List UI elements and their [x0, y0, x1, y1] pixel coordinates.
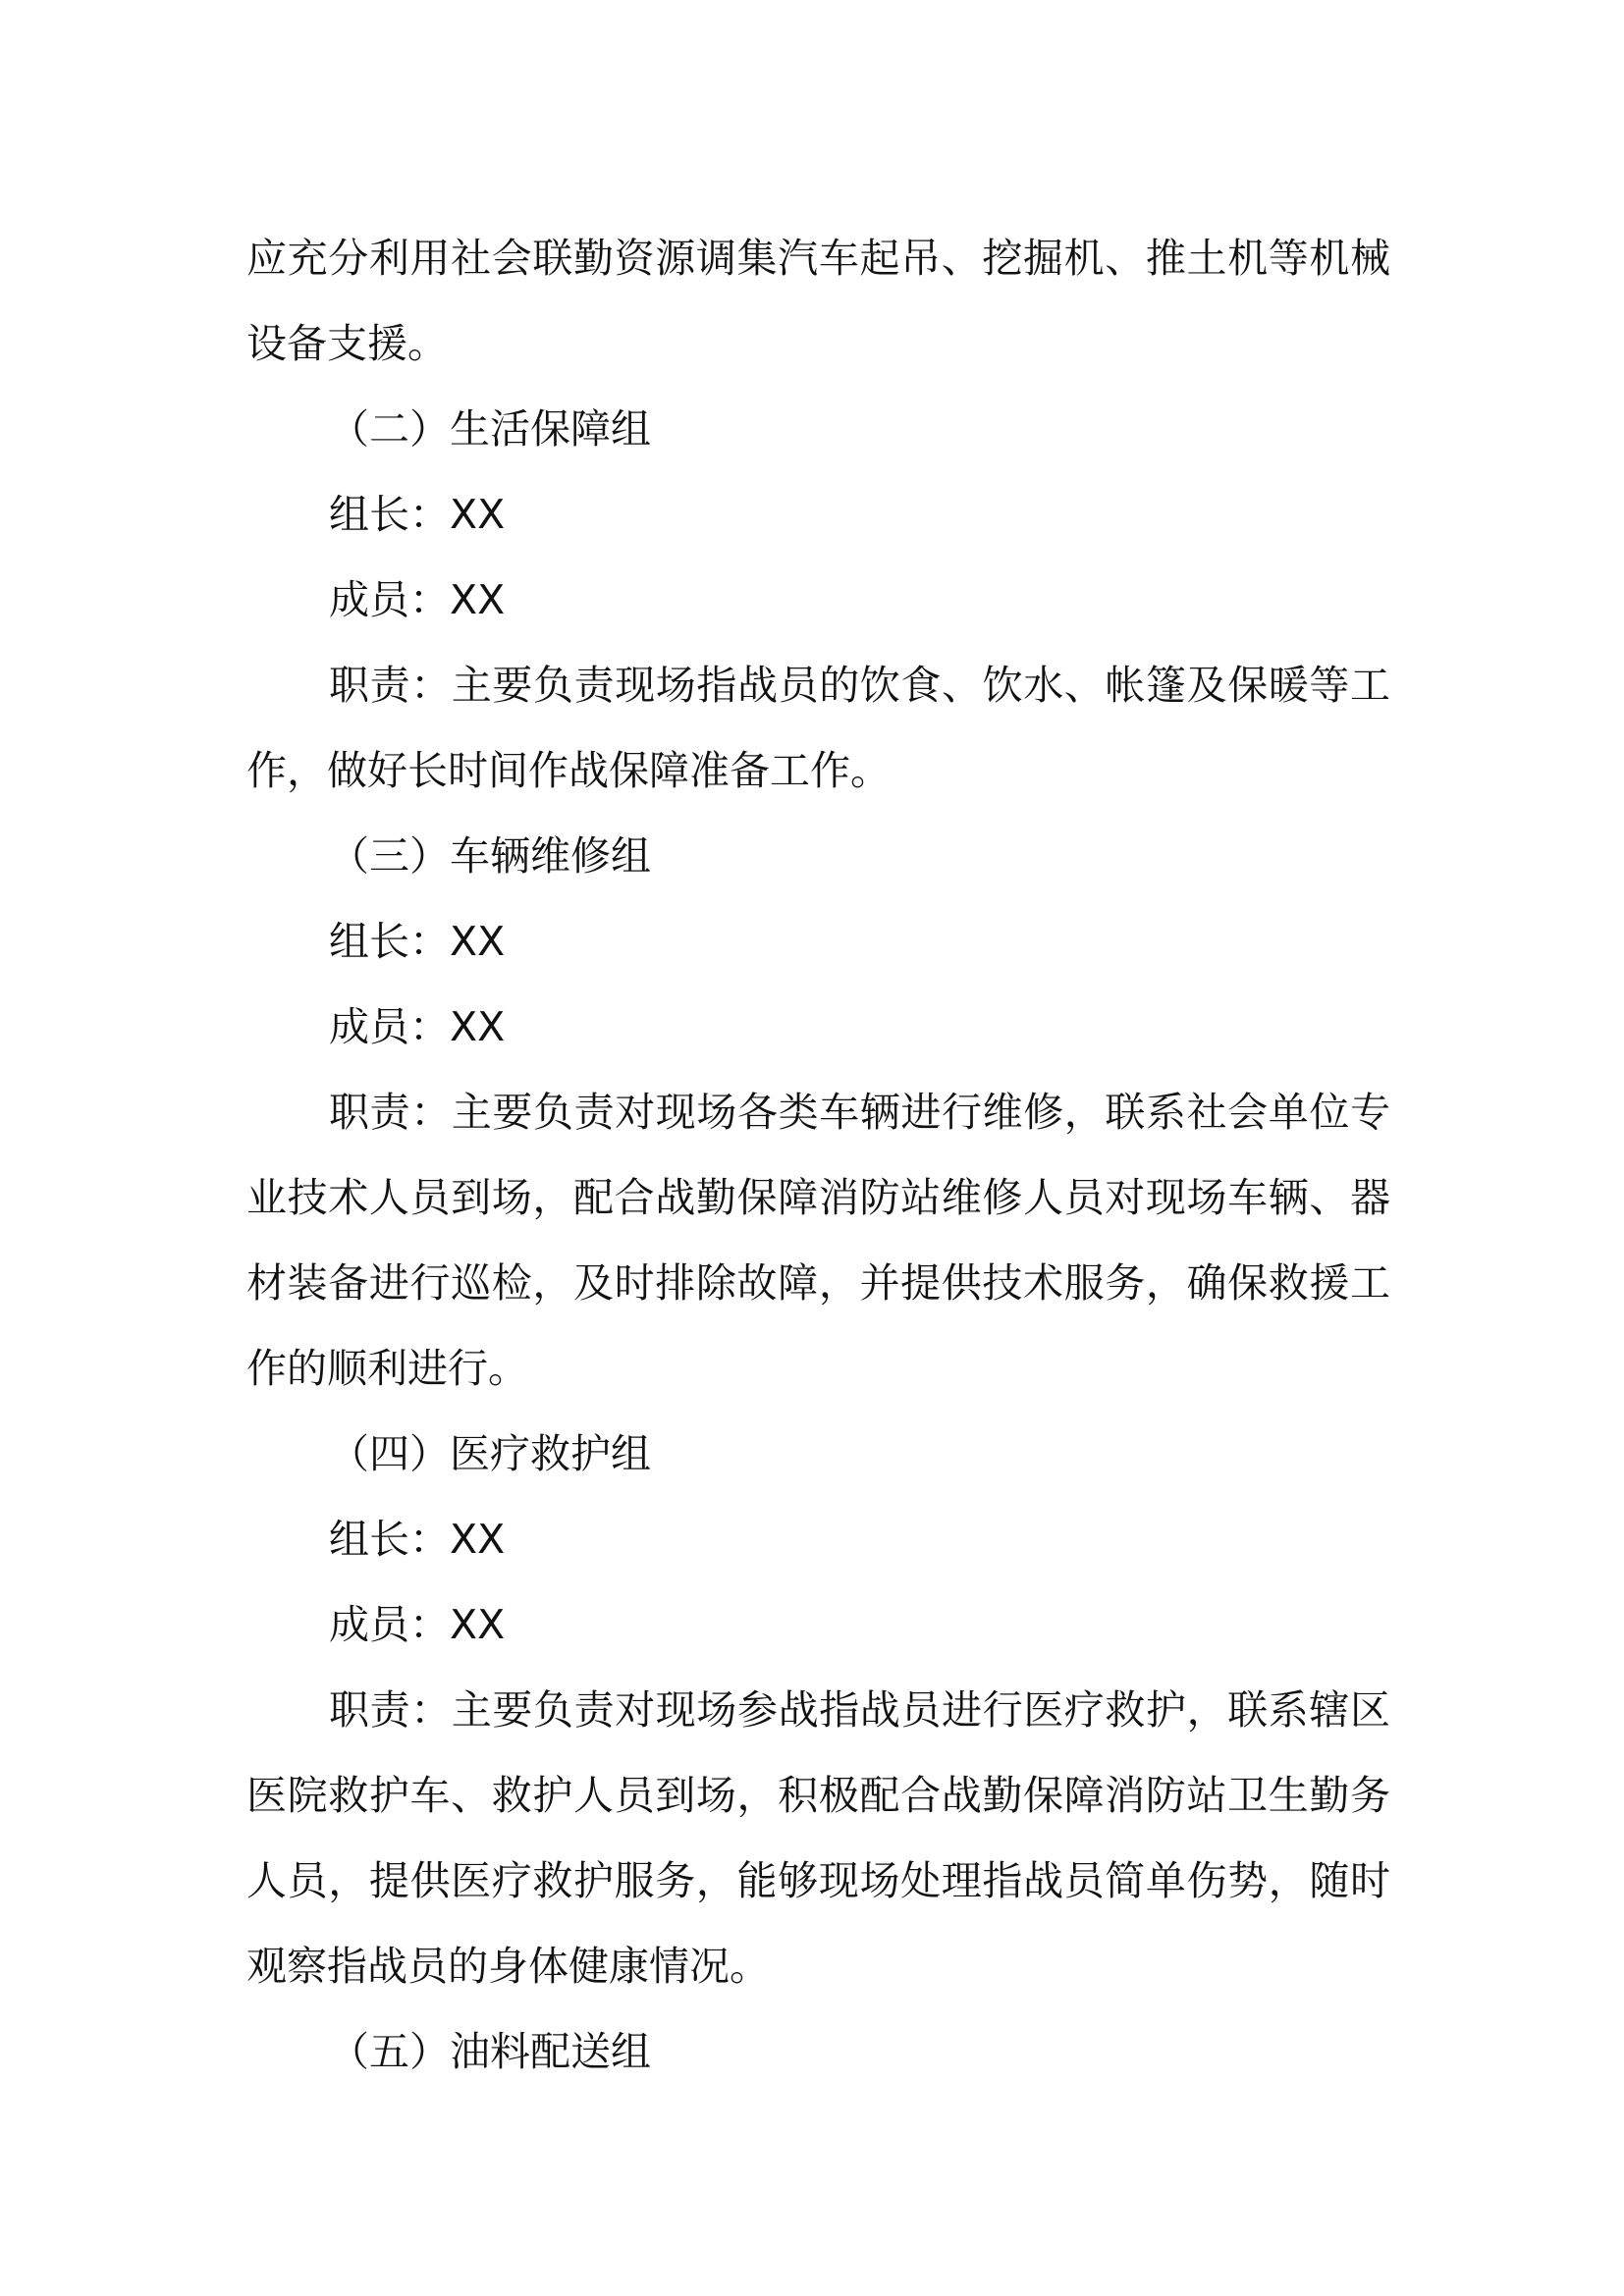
duty-paragraph-line: 人员，提供医疗救护服务，能够现场处理指战员简单伤势，随时 [246, 1857, 1390, 1904]
group-leader-line: 组长：XX [329, 918, 506, 965]
duty-paragraph-line: 作的顺利进行。 [246, 1345, 528, 1392]
duty-paragraph-line: 观察指战员的身体健康情况。 [246, 1943, 770, 1990]
section-heading-vehicle-repair: （三）车辆维修组 [329, 832, 651, 880]
section-heading-medical-rescue: （四）医疗救护组 [329, 1430, 651, 1477]
duty-paragraph-line: 作，做好长时间作战保障准备工作。 [246, 747, 891, 794]
duty-paragraph-line: 材装备进行巡检，及时排除故障，并提供技术服务，确保救援工 [246, 1259, 1390, 1307]
duty-paragraph-line: 医院救护车、救护人员到场，积极配合战勤保障消防站卫生勤务 [246, 1772, 1390, 1819]
section-heading-living-support: （二）生活保障组 [329, 405, 651, 453]
paragraph-line: 应充分利用社会联勤资源调集汽车起吊、挖掘机、推土机等机械 [246, 235, 1390, 282]
group-members-line: 成员：XX [329, 1601, 506, 1648]
duty-paragraph-line: 职责：主要负责现场指战员的饮食、饮水、帐篷及保暖等工 [329, 662, 1390, 709]
group-leader-line: 组长：XX [329, 491, 506, 538]
duty-paragraph-line: 职责：主要负责对现场各类车辆进行维修，联系社会单位专 [329, 1089, 1390, 1136]
group-members-line: 成员：XX [329, 1003, 506, 1050]
section-heading-fuel-delivery: （五）油料配送组 [329, 2028, 651, 2075]
group-leader-line: 组长：XX [329, 1516, 506, 1563]
paragraph-line: 设备支援。 [246, 320, 448, 367]
group-members-line: 成员：XX [329, 576, 506, 623]
duty-paragraph-line: 职责：主要负责对现场参战指战员进行医疗救护，联系辖区 [329, 1686, 1390, 1734]
document-body [246, 216, 1390, 2095]
duty-paragraph-line: 业技术人员到场，配合战勤保障消防站维修人员对现场车辆、器 [246, 1174, 1390, 1221]
